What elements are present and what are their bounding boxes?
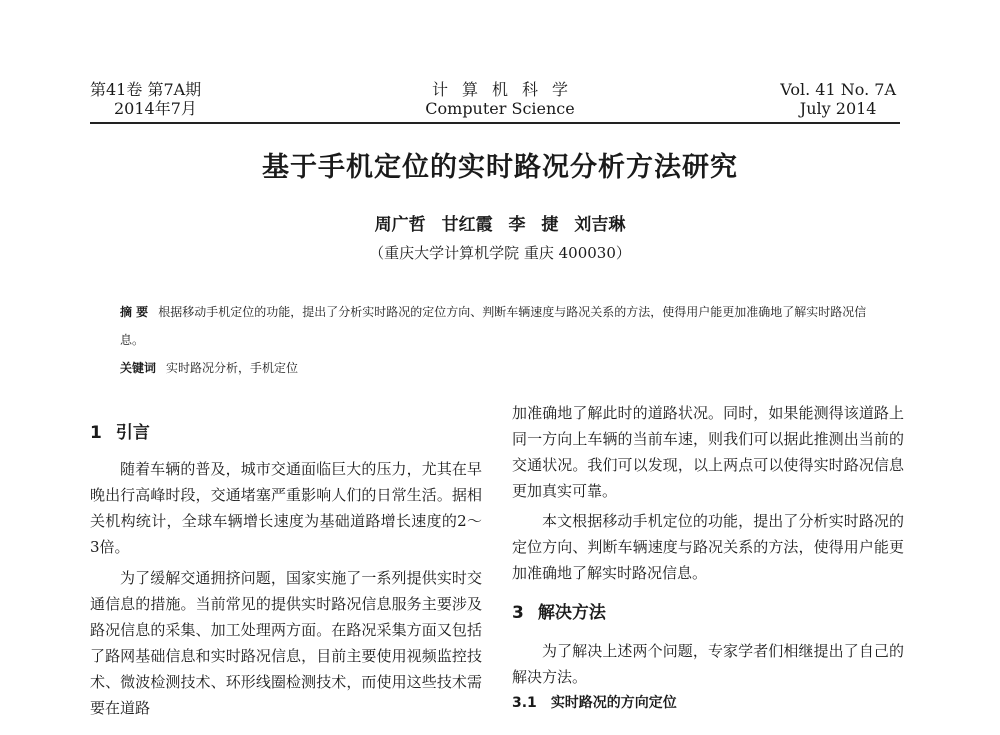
abstract-label: 摘 要: [120, 305, 149, 319]
right-column: [512, 400, 904, 716]
section-number: 3: [512, 603, 524, 623]
section-heading-solution: [512, 600, 904, 626]
volume-issue: 第41卷 第7A期: [90, 80, 202, 99]
abstract-block: [120, 298, 880, 382]
journal-name-cn: 计算机科学: [431, 80, 582, 99]
keywords-label: 关键词: [120, 361, 157, 375]
subsection-heading: [512, 690, 904, 716]
section-title: 引言: [115, 423, 150, 443]
section-heading-intro: [90, 420, 482, 446]
section-title: 解决方法: [537, 603, 606, 623]
paragraph: 随着车辆的普及，城市交通面临巨大的压力，尤其在早晚出行高峰时段，交通堵塞严重影响人们的日常生活。据相关机构统计，全球车辆增长速度为基础道路增长速度的2～3倍。: [90, 460, 482, 556]
abstract: [120, 298, 880, 354]
left-column: [90, 400, 482, 721]
paper-title: 基于手机定位的实时路况分析方法研究: [262, 152, 738, 183]
keywords: [120, 354, 880, 382]
subsection-number: 3.1: [512, 695, 537, 711]
paragraph-continued: 加准确地了解此时的道路状况。同时，如果能测得该道路上同一方向上车辆的当前车速，则我们可以据此推测出当前的交通状况。我们可以发现，以上两点可以使得实时路况信息更加真实可靠。: [512, 404, 904, 500]
keywords-text: 实时路况分析，手机定位: [166, 361, 299, 375]
journal-volume-en: [780, 80, 896, 118]
issue-date-cn: 2014年7月: [114, 99, 197, 118]
section-number: 1: [90, 423, 102, 443]
issue-date-en: July 2014: [799, 99, 877, 118]
paragraph: 为了缓解交通拥挤问题，国家实施了一系列提供实时交通信息的措施。当前常见的提供实时路况信息服务主要涉及路况信息的采集、加工处理两方面。在路况采集方面又包括了路网基础信息和实时路况信息，目前主要使用视频监控技术、微波检测技术、环形线圈检测技术，而使用这些技术需要在道路: [90, 569, 482, 717]
paragraph: 为了解决上述两个问题，专家学者们相继提出了自己的解决方法。: [512, 642, 904, 686]
abstract-text: 根据移动手机定位的功能，提出了分析实时路况的定位方向、判断车辆速度与路况关系的方法，使得用户能更加准确地了解实时路况信息。: [120, 305, 867, 347]
journal-name-en: Computer Science: [425, 99, 575, 118]
volume-number-en: Vol. 41 No. 7A: [780, 80, 896, 99]
author-list: 周广哲 甘红霞 李 捷 刘吉琳: [374, 215, 626, 235]
header-rule: [90, 122, 900, 124]
subsection-title: 实时路况的方向定位: [550, 695, 677, 711]
affiliation: （重庆大学计算机学院 重庆 400030）: [369, 244, 631, 262]
paragraph: 本文根据移动手机定位的功能，提出了分析实时路况的定位方向、判断车辆速度与路况关系的方法，使得用户能更加准确地了解实时路况信息。: [512, 512, 904, 582]
